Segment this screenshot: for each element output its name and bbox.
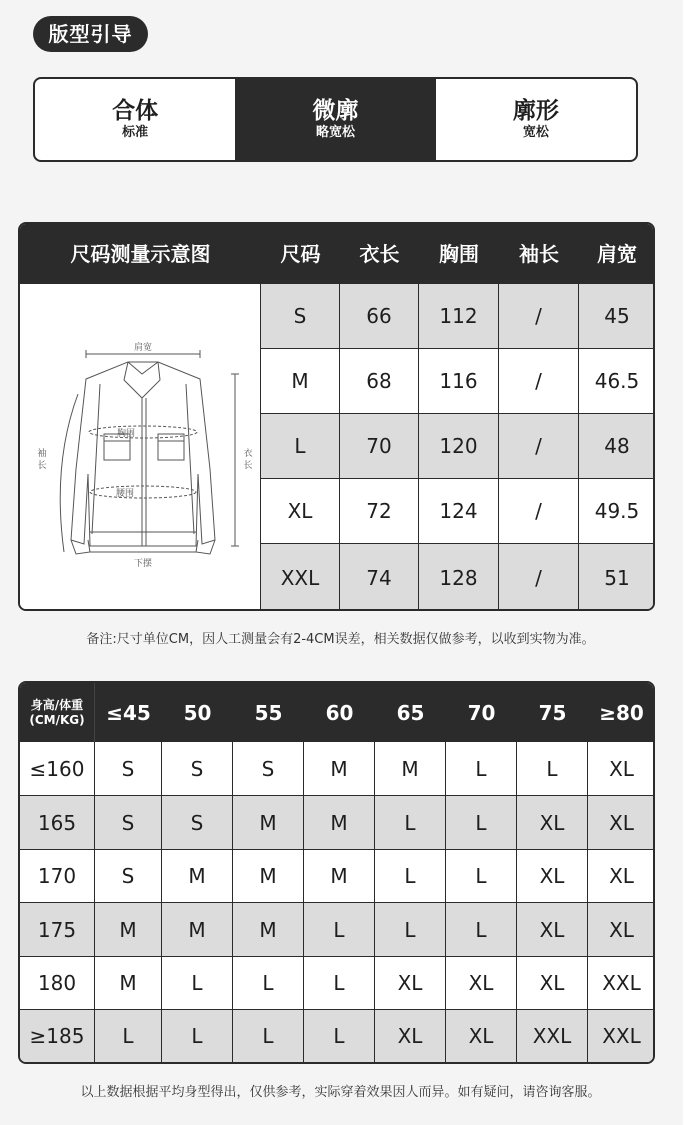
cell-size: XXL (261, 544, 340, 611)
fit-option-sublabel: 宽松 (522, 125, 549, 140)
size-cell: L (162, 1010, 233, 1062)
chest-measure-line (89, 426, 197, 438)
cell-size: M (261, 349, 340, 413)
size-cell: L (446, 796, 517, 849)
size-cell: L (446, 903, 517, 956)
fit-selector (33, 77, 638, 162)
col-header-size: 尺码 (280, 242, 321, 266)
weight-header: 60 (325, 700, 354, 725)
table-row (20, 742, 653, 796)
cell-sleeve: / (499, 544, 579, 611)
size-cell: S (233, 742, 304, 795)
size-cell: L (95, 1010, 162, 1062)
size-cell: L (446, 742, 517, 795)
weight-header: ≥80 (599, 700, 644, 725)
table-row (20, 850, 653, 903)
cell-length: 74 (340, 544, 419, 611)
size-cell: L (375, 850, 446, 902)
col-header-sleeve: 袖长 (519, 242, 559, 266)
fit-guide-title: 版型引导 (33, 16, 148, 52)
cell-chest: 124 (419, 479, 499, 543)
size-cell: XL (517, 903, 588, 956)
size-cell: XL (517, 957, 588, 1009)
size-cell: XL (609, 917, 634, 942)
size-cell: L (304, 903, 375, 956)
height-cell: ≤160 (20, 742, 95, 795)
cell-chest: 120 (419, 414, 499, 478)
table-row (261, 349, 655, 414)
col-header-length: 衣长 (359, 242, 400, 266)
size-cell: XL (517, 796, 588, 849)
fit-option-sublabel: 略宽松 (315, 125, 355, 140)
height-weight-header (20, 683, 95, 742)
size-cell: M (304, 796, 375, 849)
size-cell: L (162, 957, 233, 1009)
size-cell: L (233, 957, 304, 1009)
size-cell: M (95, 903, 162, 956)
table-row (261, 414, 655, 479)
label-sleeve-1: 袖 (37, 449, 47, 459)
size-cell: XL (609, 810, 634, 835)
cell-length: 70 (340, 414, 419, 478)
size-cell: XL (375, 957, 446, 1009)
fit-option-regular[interactable] (35, 79, 235, 160)
size-cell: L (304, 957, 375, 1009)
recommendation-header (20, 683, 653, 742)
size-cell: S (95, 796, 162, 849)
size-cell: L (446, 850, 517, 902)
label-length-2: 长 (243, 461, 253, 471)
size-cell: S (95, 742, 162, 795)
height-cell: 175 (20, 903, 95, 956)
col-header-chest: 胸围 (439, 242, 479, 266)
size-cell: L (233, 1010, 304, 1062)
size-cell: M (233, 903, 304, 956)
label-waist: 腰围 (115, 489, 135, 499)
height-cell: ≥185 (20, 1010, 95, 1062)
size-cell: S (162, 796, 233, 849)
size-cell: XL (609, 756, 634, 781)
size-cell: XXL (602, 1024, 641, 1048)
cell-shoulder: 51 (604, 565, 630, 590)
fit-option-sublabel: 标准 (122, 125, 149, 140)
size-cell: M (304, 742, 375, 795)
corner-unit: (CM/KG) (29, 712, 85, 727)
fit-option-loose[interactable] (436, 79, 636, 160)
right-edge-strip (683, 0, 697, 1125)
cell-length: 68 (340, 349, 419, 413)
size-recommendation-table (18, 681, 655, 1064)
cell-chest: 128 (419, 544, 499, 611)
fit-option-label: 廓形 (512, 98, 559, 124)
cell-shoulder: 45 (604, 304, 630, 328)
cell-size: S (261, 284, 340, 348)
weight-header: 55 (254, 700, 283, 725)
weight-header: ≤45 (106, 700, 151, 725)
table-row (20, 1010, 653, 1062)
label-hem: 下摆 (133, 559, 153, 569)
cell-shoulder: 49.5 (594, 499, 640, 523)
size-cell: S (95, 850, 162, 902)
fit-option-label: 合体 (112, 98, 159, 124)
height-cell: 165 (20, 796, 95, 849)
size-chart-table (18, 222, 655, 611)
size-cell: XL (609, 864, 634, 888)
size-chart-header (20, 224, 653, 284)
cell-chest: 112 (419, 284, 499, 348)
cell-sleeve: / (499, 349, 579, 413)
weight-header: 70 (467, 700, 496, 725)
table-row (261, 479, 655, 544)
table-row (20, 903, 653, 957)
table-row (20, 957, 653, 1010)
size-cell: M (233, 850, 304, 902)
label-length-1: 衣 (243, 449, 253, 459)
cell-sleeve: / (499, 284, 579, 348)
label-sleeve-2: 长 (37, 461, 47, 471)
jacket-diagram-icon (20, 284, 260, 611)
cell-size: XL (261, 479, 340, 543)
size-cell: M (162, 903, 233, 956)
table-row (261, 544, 655, 611)
height-cell: 180 (20, 957, 95, 1009)
size-cell: M (375, 742, 446, 795)
size-cell: XL (375, 1010, 446, 1062)
cell-length: 66 (340, 284, 419, 348)
size-cell: XL (517, 850, 588, 902)
height-cell: 170 (20, 850, 95, 902)
size-cell: L (375, 796, 446, 849)
cell-chest: 116 (419, 349, 499, 413)
fit-option-label: 微廓 (312, 98, 359, 124)
diagram-header: 尺码测量示意图 (70, 242, 211, 266)
cell-shoulder: 48 (604, 434, 630, 458)
label-shoulder: 肩宽 (133, 343, 153, 353)
col-header-shoulder: 肩宽 (597, 242, 637, 266)
size-cell: S (162, 742, 233, 795)
table-row (261, 284, 655, 349)
size-cell: L (517, 742, 588, 795)
size-cell: XXL (517, 1010, 588, 1062)
corner-label: 身高/体重 (30, 697, 84, 712)
size-cell: M (304, 850, 375, 902)
weight-header: 65 (396, 700, 425, 725)
size-cell: M (162, 850, 233, 902)
cell-length: 72 (340, 479, 419, 543)
cell-sleeve: / (499, 414, 579, 478)
size-cell: XL (446, 957, 517, 1009)
label-chest: 胸围 (116, 429, 136, 439)
recommendation-note: 以上数据根据平均身型得出，仅供参考，实际穿着效果因人而异。如有疑问，请咨询客服。 (80, 1085, 601, 1100)
size-cell: M (233, 796, 304, 849)
weight-header: 50 (183, 700, 212, 725)
weight-header: 75 (538, 700, 567, 725)
size-cell: M (95, 957, 162, 1009)
measurement-diagram (20, 284, 261, 611)
cell-size: L (261, 414, 340, 478)
size-cell: L (375, 903, 446, 956)
waist-measure-line (90, 486, 196, 498)
measurement-note: 备注:尺寸单位CM，因人工测量会有2-4CM误差，相关数据仅做参考，以收到实物为准。 (86, 632, 595, 647)
cell-shoulder: 46.5 (594, 369, 640, 393)
size-cell: XXL (602, 971, 641, 995)
cell-sleeve: / (499, 479, 579, 543)
table-row (20, 796, 653, 850)
fit-option-slightly-loose[interactable] (235, 79, 435, 160)
size-cell: XL (446, 1010, 517, 1062)
size-cell: L (304, 1010, 375, 1062)
